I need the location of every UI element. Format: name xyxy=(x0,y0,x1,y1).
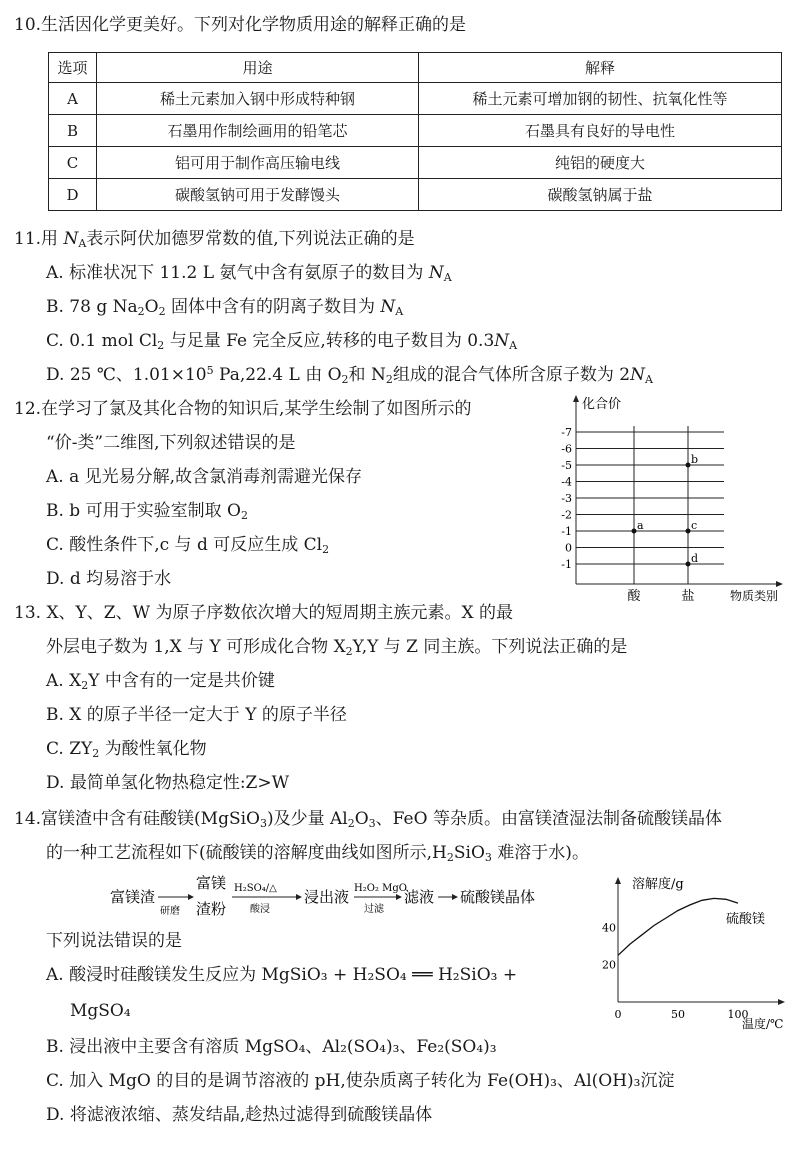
y-tick-label: -1 xyxy=(561,525,572,538)
data-point-label: b xyxy=(691,453,699,466)
y-axis-arrowhead xyxy=(573,395,579,402)
q13-stem-line2: 外层电子数为 1,X 与 Y 可形成化合物 $X_2Y,Y$ 与 Z 同主族。下列说法正确的是 xyxy=(46,637,628,658)
x-category-label: 盐 xyxy=(681,589,695,604)
x-axis-title: 温度/℃ xyxy=(742,1017,784,1030)
flow-arrowhead xyxy=(396,894,402,900)
table-row xyxy=(49,115,782,147)
solubility-chart xyxy=(596,870,792,1030)
table-cell: 稀土元素可增加钢的韧性、抗氧化性等 xyxy=(419,83,782,115)
flow-acid-label: 酸浸 xyxy=(250,904,270,915)
table-header-row xyxy=(49,53,782,83)
table-cell: 铝可用于制作高压输电线 xyxy=(97,147,419,179)
process-flow-diagram xyxy=(100,872,580,922)
x-tick-label: 50 xyxy=(671,1008,685,1021)
table-row xyxy=(49,179,782,211)
q14-option-a-line1: A. 酸浸时硅酸镁发生反应为 MgSiO₃ + H₂SO₄ ══ H₂SiO₃ + xyxy=(46,965,518,985)
q10-stem: 10.生活因化学更美好。下列对化学物质用途的解释正确的是 xyxy=(14,15,467,35)
q12-option-c: C. 酸性条件下,c 与 d 可反应生成 $Cl_2$ xyxy=(46,535,330,556)
q13-option-b: B. X 的原子半径一定大于 Y 的原子半径 xyxy=(46,705,347,725)
x-axis-arrowhead xyxy=(778,999,785,1005)
flow-leach: 浸出液 xyxy=(304,888,350,906)
data-point xyxy=(686,529,691,534)
q12-option-a: A. a 见光易分解,故含氯消毒剂需避光保存 xyxy=(46,467,363,487)
q14-option-a-line2: MgSO₄ xyxy=(70,1001,131,1021)
q14-stem-line2: 的一种工艺流程如下(硫酸镁的溶解度曲线如图所示$,H_2SiO_3$ 难溶于水)。 xyxy=(46,843,589,864)
data-point xyxy=(632,529,637,534)
series-label: 硫酸镁 xyxy=(726,912,766,928)
table-row xyxy=(49,147,782,179)
flow-powder-line1: 富镁 xyxy=(196,874,227,892)
solubility-curve xyxy=(618,898,738,955)
y-tick-label: -5 xyxy=(561,459,572,472)
q13-stem-line1: 13. X、Y、Z、W 为原子序数依次增大的短周期主族元素。X 的最 xyxy=(14,603,513,623)
q13-option-a: A. $X_2Y$ 中含有的一定是共价键 xyxy=(46,671,275,692)
data-point xyxy=(686,562,691,567)
flow-filter-reagent: H₂O₂ MgO xyxy=(354,883,407,894)
x-tick-label: 0 xyxy=(614,1008,622,1021)
table-cell: B xyxy=(49,115,97,147)
y-tick-label: -3 xyxy=(561,492,572,505)
flow-arrowhead xyxy=(188,894,194,900)
table-cell: C xyxy=(49,147,97,179)
flow-filter-label: 过滤 xyxy=(364,904,384,915)
q12-stem-line1: 12.在学习了氯及其化合物的知识后,某学生绘制了如图所示的 xyxy=(14,399,472,419)
flow-grind-label: 研磨 xyxy=(160,906,180,917)
y-tick-label: -6 xyxy=(561,442,572,456)
q11-option-a: A. 标准状况下 11.2 L 氨气中含有氨原子的数目为 $N_A$ xyxy=(46,263,452,284)
table-cell: 碳酸氢钠可用于发酵馒头 xyxy=(97,179,419,211)
q11-stem: 11.用 $N_A$表示阿伏加德罗常数的值,下列说法正确的是 xyxy=(14,229,415,250)
q14-option-b: B. 浸出液中主要含有溶质 MgSO₄、Al₂(SO₄)₃、Fe₂(SO₄)₃ xyxy=(46,1037,497,1057)
y-tick-label: 20 xyxy=(602,958,616,972)
table-cell: 纯铝的硬度大 xyxy=(419,147,782,179)
table-header: 用途 xyxy=(97,53,419,83)
solubility-chart-svg xyxy=(596,870,792,1030)
table-cell: D xyxy=(49,179,97,211)
x-axis-arrowhead xyxy=(776,581,783,587)
q12-option-b: B. b 可用于实验室制取 $O_2$ xyxy=(46,501,248,522)
y-axis-title: 化合价 xyxy=(582,397,622,412)
q11-option-c: C. 0.1 mol $Cl_2$ 与足量 Fe 完全反应,转移的电子数目为 $0.3N_A$ xyxy=(46,331,518,352)
table-cell: A xyxy=(49,83,97,115)
flow-arrowhead xyxy=(452,894,458,900)
flow-arrowhead xyxy=(296,894,302,900)
flow-filtrate: 滤液 xyxy=(404,888,435,906)
y-tick-label: -4 xyxy=(561,475,572,489)
q11-option-d: D. 25 ℃、$1.01\times 10^5$ Pa,22.4 L 由 $O_2$和 $N_2$组成的混合气体所含原子数为 $2N_A$ xyxy=(46,364,653,386)
q14-prompt: 下列说法错误的是 xyxy=(46,931,182,951)
q13-option-c: C. $ZY_2$ 为酸性氧化物 xyxy=(46,739,207,760)
table-cell: 稀土元素加入钢中形成特种钢 xyxy=(97,83,419,115)
flow-start: 富镁渣 xyxy=(110,888,156,906)
y-tick-label: -7 xyxy=(561,426,572,439)
table-cell: 石墨用作制绘画用的铅笔芯 xyxy=(97,115,419,147)
table-header: 解释 xyxy=(419,53,782,83)
flow-acid-reagent: H₂SO₄/△ xyxy=(234,883,277,894)
q14-stem-line1: 14.富镁渣中含有硅酸镁(MgSiO$_3$)及少量 $Al_2O_3$、FeO 等杂质。由富镁渣湿法制备硫酸镁晶体 xyxy=(14,809,722,830)
table-cell: 碳酸氢钠属于盐 xyxy=(419,179,782,211)
q10-table xyxy=(48,52,782,211)
y-tick-label: 0 xyxy=(565,541,572,555)
q13-option-d: D. 最简单氢化物热稳定性:Z>W xyxy=(46,773,290,793)
data-point-label: d xyxy=(691,552,699,565)
valence-chart-svg xyxy=(540,392,790,612)
data-point-label: a xyxy=(637,519,644,532)
q14-option-d: D. 将滤液浓缩、蒸发结晶,趁热过滤得到硫酸镁晶体 xyxy=(46,1105,433,1125)
y-tick-label: -2 xyxy=(561,508,572,522)
table-cell: 石墨具有良好的导电性 xyxy=(419,115,782,147)
x-axis-title: 物质类别 xyxy=(729,589,779,603)
q12-option-d: D. d 均易溶于水 xyxy=(46,569,172,589)
x-tick-label: 100 xyxy=(727,1008,749,1021)
y-axis-title: 溶解度/g xyxy=(632,877,684,892)
valence-category-chart xyxy=(540,392,790,612)
y-tick-label: -1 xyxy=(561,558,572,571)
data-point xyxy=(686,463,691,468)
x-category-label: 酸 xyxy=(627,589,641,604)
q14-option-c: C. 加入 MgO 的目的是调节溶液的 pH,使杂质离子转化为 Fe(OH)₃、Al(OH)₃沉淀 xyxy=(46,1071,675,1091)
data-point-label: c xyxy=(691,519,698,532)
table-row xyxy=(49,83,782,115)
flow-powder-line2: 渣粉 xyxy=(196,900,227,918)
flow-product: 硫酸镁晶体 xyxy=(460,888,536,906)
y-axis-arrowhead xyxy=(615,877,621,884)
q12-stem-line2: “价-类”二维图,下列叙述错误的是 xyxy=(46,433,296,453)
table-header: 选项 xyxy=(49,53,97,83)
y-tick-label: 40 xyxy=(602,921,616,935)
q11-option-b: B. 78 g $Na_2O_2$ 固体中含有的阴离子数目为 $N_A$ xyxy=(46,297,404,318)
